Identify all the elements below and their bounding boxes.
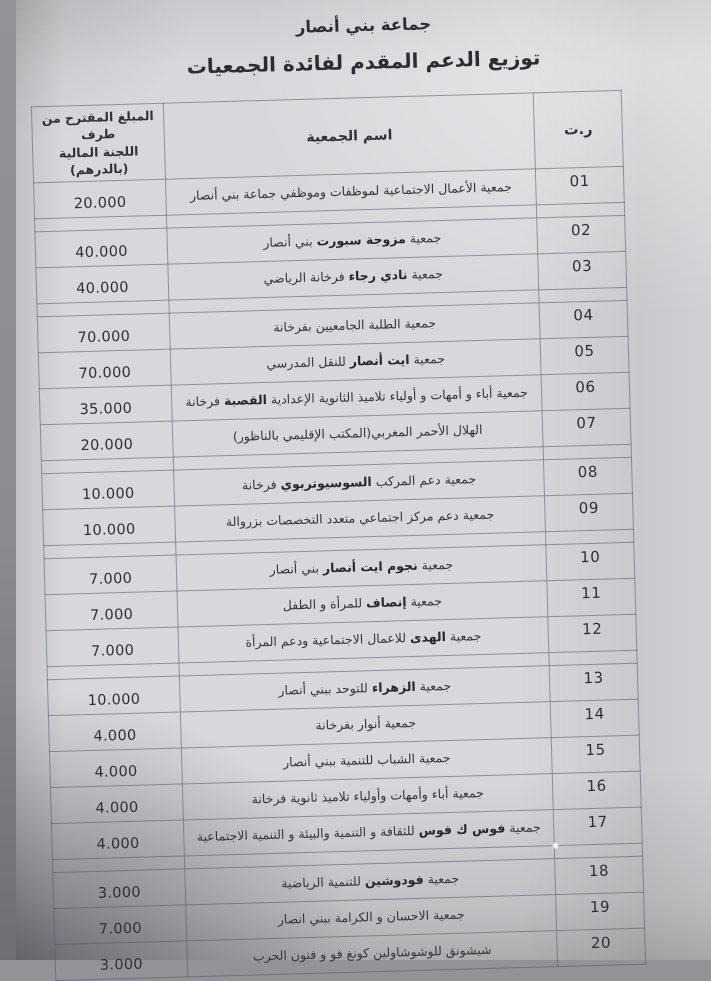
association-name-cell: شيشونق للوشوشاولين كونغ فو و فنون الحرب <box>187 931 558 977</box>
amount-cell: 10.000 <box>42 470 175 510</box>
amount-cell: 20.000 <box>40 421 173 461</box>
header-amount-line2: اللجنة المالية <box>58 142 139 161</box>
row-index-cell: 06 <box>541 372 630 410</box>
association-name-cell: جمعية مزوجة سبورت بني أنصار <box>167 218 538 264</box>
association-name-cell: الهلال الأحمر المغربي(المكتب الإقليمي بالناظور) <box>172 411 543 457</box>
row-index-cell: 10 <box>546 542 635 580</box>
association-name-cell: جمعية دعم المركب السوسيوتربوي فرخانة <box>174 460 545 506</box>
row-index-cell: 07 <box>542 408 631 446</box>
association-name-cell: جمعية أباء وأمهات وأولياء تلاميذ ثانوية فرخانة <box>182 774 553 820</box>
association-name-cell: جمعية الطلبة الجامعيين بفرخانة <box>169 303 540 349</box>
row-index-cell: 17 <box>553 807 642 845</box>
row-index-cell: 14 <box>550 699 639 737</box>
amount-cell: 4.000 <box>48 712 181 752</box>
row-index-cell: 03 <box>538 251 627 289</box>
row-index-cell: 12 <box>548 614 637 652</box>
association-name-cell: جمعية نجوم ايت أنصار بني أنصار <box>176 545 547 591</box>
amount-cell: 7.000 <box>54 905 187 945</box>
header-index: ر.ت <box>533 90 623 168</box>
row-index-cell: 01 <box>535 166 624 204</box>
amount-cell: 40.000 <box>35 228 168 268</box>
row-index-cell: 15 <box>551 735 640 773</box>
row-index-cell: 09 <box>544 493 633 531</box>
row-index-cell: 13 <box>549 663 638 701</box>
amount-cell: 3.000 <box>53 869 186 909</box>
amount-cell: 10.000 <box>47 676 180 716</box>
row-index-cell: 11 <box>547 578 636 616</box>
row-index-cell: 16 <box>552 771 641 809</box>
document-title: جماعة بني أنصار <box>295 14 432 37</box>
amount-cell: 7.000 <box>45 591 178 631</box>
header-amount-line1: المبلغ المقترح من طرف <box>41 107 154 143</box>
amount-cell: 7.000 <box>44 555 177 595</box>
amount-cell: 20.000 <box>34 179 167 219</box>
association-name-cell: جمعية الشباب للتنمية ببني أنصار <box>181 738 552 784</box>
amount-cell: 3.000 <box>55 941 188 981</box>
amount-cell: 10.000 <box>43 506 176 546</box>
association-name-cell: جمعية الزهراء للتوحد ببني أنصار <box>179 666 550 712</box>
association-name-cell: جمعية فوس ك فوس للثقافة و التنمية والبيئة و التنمية الاجتماعية <box>183 810 554 856</box>
document-subtitle: توزيع الدعم المقدم لفائدة الجمعيات <box>186 45 541 79</box>
row-index-cell: 18 <box>555 856 644 894</box>
amount-cell: 4.000 <box>51 820 184 860</box>
row-index-cell: 02 <box>537 215 626 253</box>
association-name-cell: جمعية ايت أنصار للنقل المدرسي <box>170 339 541 385</box>
scan-speck <box>553 843 558 848</box>
table-body <box>34 166 646 980</box>
association-name-cell: جمعية فودوشين للتنمية الرياضية <box>185 859 556 905</box>
amount-cell: 4.000 <box>50 784 183 824</box>
header-amount-line3: (بالدرهم) <box>69 160 129 178</box>
association-name-cell: جمعية الاحسان و الكرامة ببني انصار <box>186 895 557 941</box>
header-association-name: اسم الجمعية <box>163 93 535 179</box>
amount-cell: 70.000 <box>37 313 170 353</box>
association-name-cell: جمعية أنوار بفرخانة <box>180 702 551 748</box>
association-name-cell: جمعية أباء و أمهات و أولياء تلاميذ الثانوية الإعدادية القصبة فرخانة <box>171 375 542 421</box>
association-name-cell: جمعية الأعمال الاجتماعية لموظفات وموظفي جماعة بني أنصار <box>165 169 536 215</box>
paper-sheet <box>16 0 711 974</box>
row-index-cell: 08 <box>543 457 632 495</box>
row-index-cell: 04 <box>539 300 628 338</box>
amount-cell: 40.000 <box>36 264 169 304</box>
association-name-cell: جمعية الهدى للاعمال الاجتماعية ودعم المرأة <box>178 617 549 663</box>
amount-cell: 4.000 <box>49 748 182 788</box>
row-index-cell: 05 <box>540 336 629 374</box>
amount-cell: 70.000 <box>38 349 171 389</box>
row-index-cell: 20 <box>557 928 646 966</box>
header-proposed-amount <box>31 103 165 183</box>
association-name-cell: جمعية إنصاف للمرأة و الطفل <box>177 581 548 627</box>
row-index-cell: 19 <box>556 892 645 930</box>
amount-cell: 7.000 <box>46 627 179 667</box>
association-name-cell: جمعية نادي رجاء فرخانة الرياضي <box>168 254 539 300</box>
association-name-cell: جمعية دعم مركز اجتماعي متعدد التخصصات بزروالة <box>175 496 546 542</box>
amount-cell: 35.000 <box>39 385 172 425</box>
